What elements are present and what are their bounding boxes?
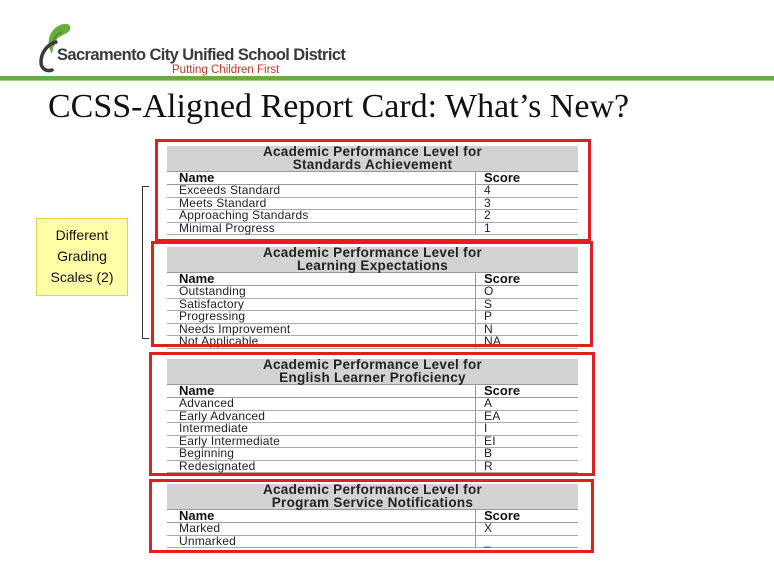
row-score: A	[484, 396, 493, 410]
row-name: Redesignated	[167, 461, 476, 473]
row-name: Meets Standard	[167, 198, 476, 210]
column-header-name: Name	[167, 385, 476, 397]
row-name: Exceeds Standard	[167, 185, 476, 197]
column-header-score: Score	[484, 271, 521, 286]
row-name: Advanced	[167, 398, 476, 410]
district-logo	[36, 22, 346, 80]
highlight-box-learning	[151, 241, 593, 347]
row-name: Approaching Standards	[167, 210, 476, 222]
table-heading-line: Academic Performance Level for	[262, 144, 483, 159]
table-heading-line: Academic Performance Level for	[262, 482, 483, 497]
row-name: Needs Improvement	[167, 324, 476, 336]
highlight-box-program-service	[149, 479, 594, 553]
row-name: Early Advanced	[167, 411, 476, 423]
row-score: EI	[484, 433, 496, 448]
row-name: Marked	[167, 523, 476, 535]
row-score: 4	[484, 183, 491, 197]
highlight-box-english-learner	[149, 352, 595, 476]
column-header-name: Name	[167, 172, 476, 184]
table-heading-line: Learning Expectations	[296, 257, 449, 273]
row-score: X	[484, 521, 493, 535]
row-score: EA	[484, 408, 501, 423]
row-score: B	[484, 446, 493, 460]
row-name: Progressing	[167, 311, 476, 323]
header-divider-light	[0, 80, 774, 81]
grading-scales-callout	[36, 218, 128, 296]
row-name: Minimal Progress	[167, 223, 476, 235]
column-header-name: Name	[167, 510, 476, 522]
district-name: Sacramento City Unified School District	[57, 46, 346, 64]
row-score: 3	[484, 195, 491, 210]
row-score: 2	[484, 208, 491, 222]
callout-line: Grading	[57, 248, 107, 264]
row-name: Outstanding	[167, 286, 476, 298]
callout-line: Different	[55, 227, 109, 243]
column-header-score: Score	[484, 508, 521, 523]
row-score: _	[484, 533, 491, 548]
row-score: S	[484, 296, 493, 311]
row-name: Not Applicable	[167, 336, 476, 348]
row-score: 1	[484, 220, 491, 235]
row-score: I	[484, 421, 488, 435]
table-heading-line: Standards Achievement	[292, 156, 453, 172]
row-name: Intermediate	[167, 423, 476, 435]
row-name: Beginning	[167, 448, 476, 460]
callout-line: Scales (2)	[50, 269, 114, 285]
row-name: Early Intermediate	[167, 436, 476, 448]
district-tagline: Putting Children First	[172, 64, 280, 76]
row-name: Unmarked	[167, 536, 476, 548]
column-header-score: Score	[484, 383, 521, 398]
column-header-score: Score	[484, 170, 521, 185]
row-score: O	[484, 284, 494, 298]
highlight-box-standards	[155, 139, 591, 242]
table-heading-line: Program Service Notifications	[271, 494, 474, 510]
grouping-bracket	[142, 186, 149, 339]
row-score: NA	[484, 334, 502, 348]
row-name: Satisfactory	[167, 299, 476, 311]
table-heading-line: Academic Performance Level for	[262, 245, 483, 260]
row-score: R	[484, 458, 493, 473]
column-header-name: Name	[167, 273, 476, 285]
row-score: P	[484, 309, 493, 323]
table-heading-line: Academic Performance Level for	[262, 357, 483, 372]
row-score: N	[484, 321, 493, 336]
slide-title: CCSS-Aligned Report Card: What’s New?	[48, 88, 630, 125]
table-heading-line: English Learner Proficiency	[279, 369, 466, 385]
